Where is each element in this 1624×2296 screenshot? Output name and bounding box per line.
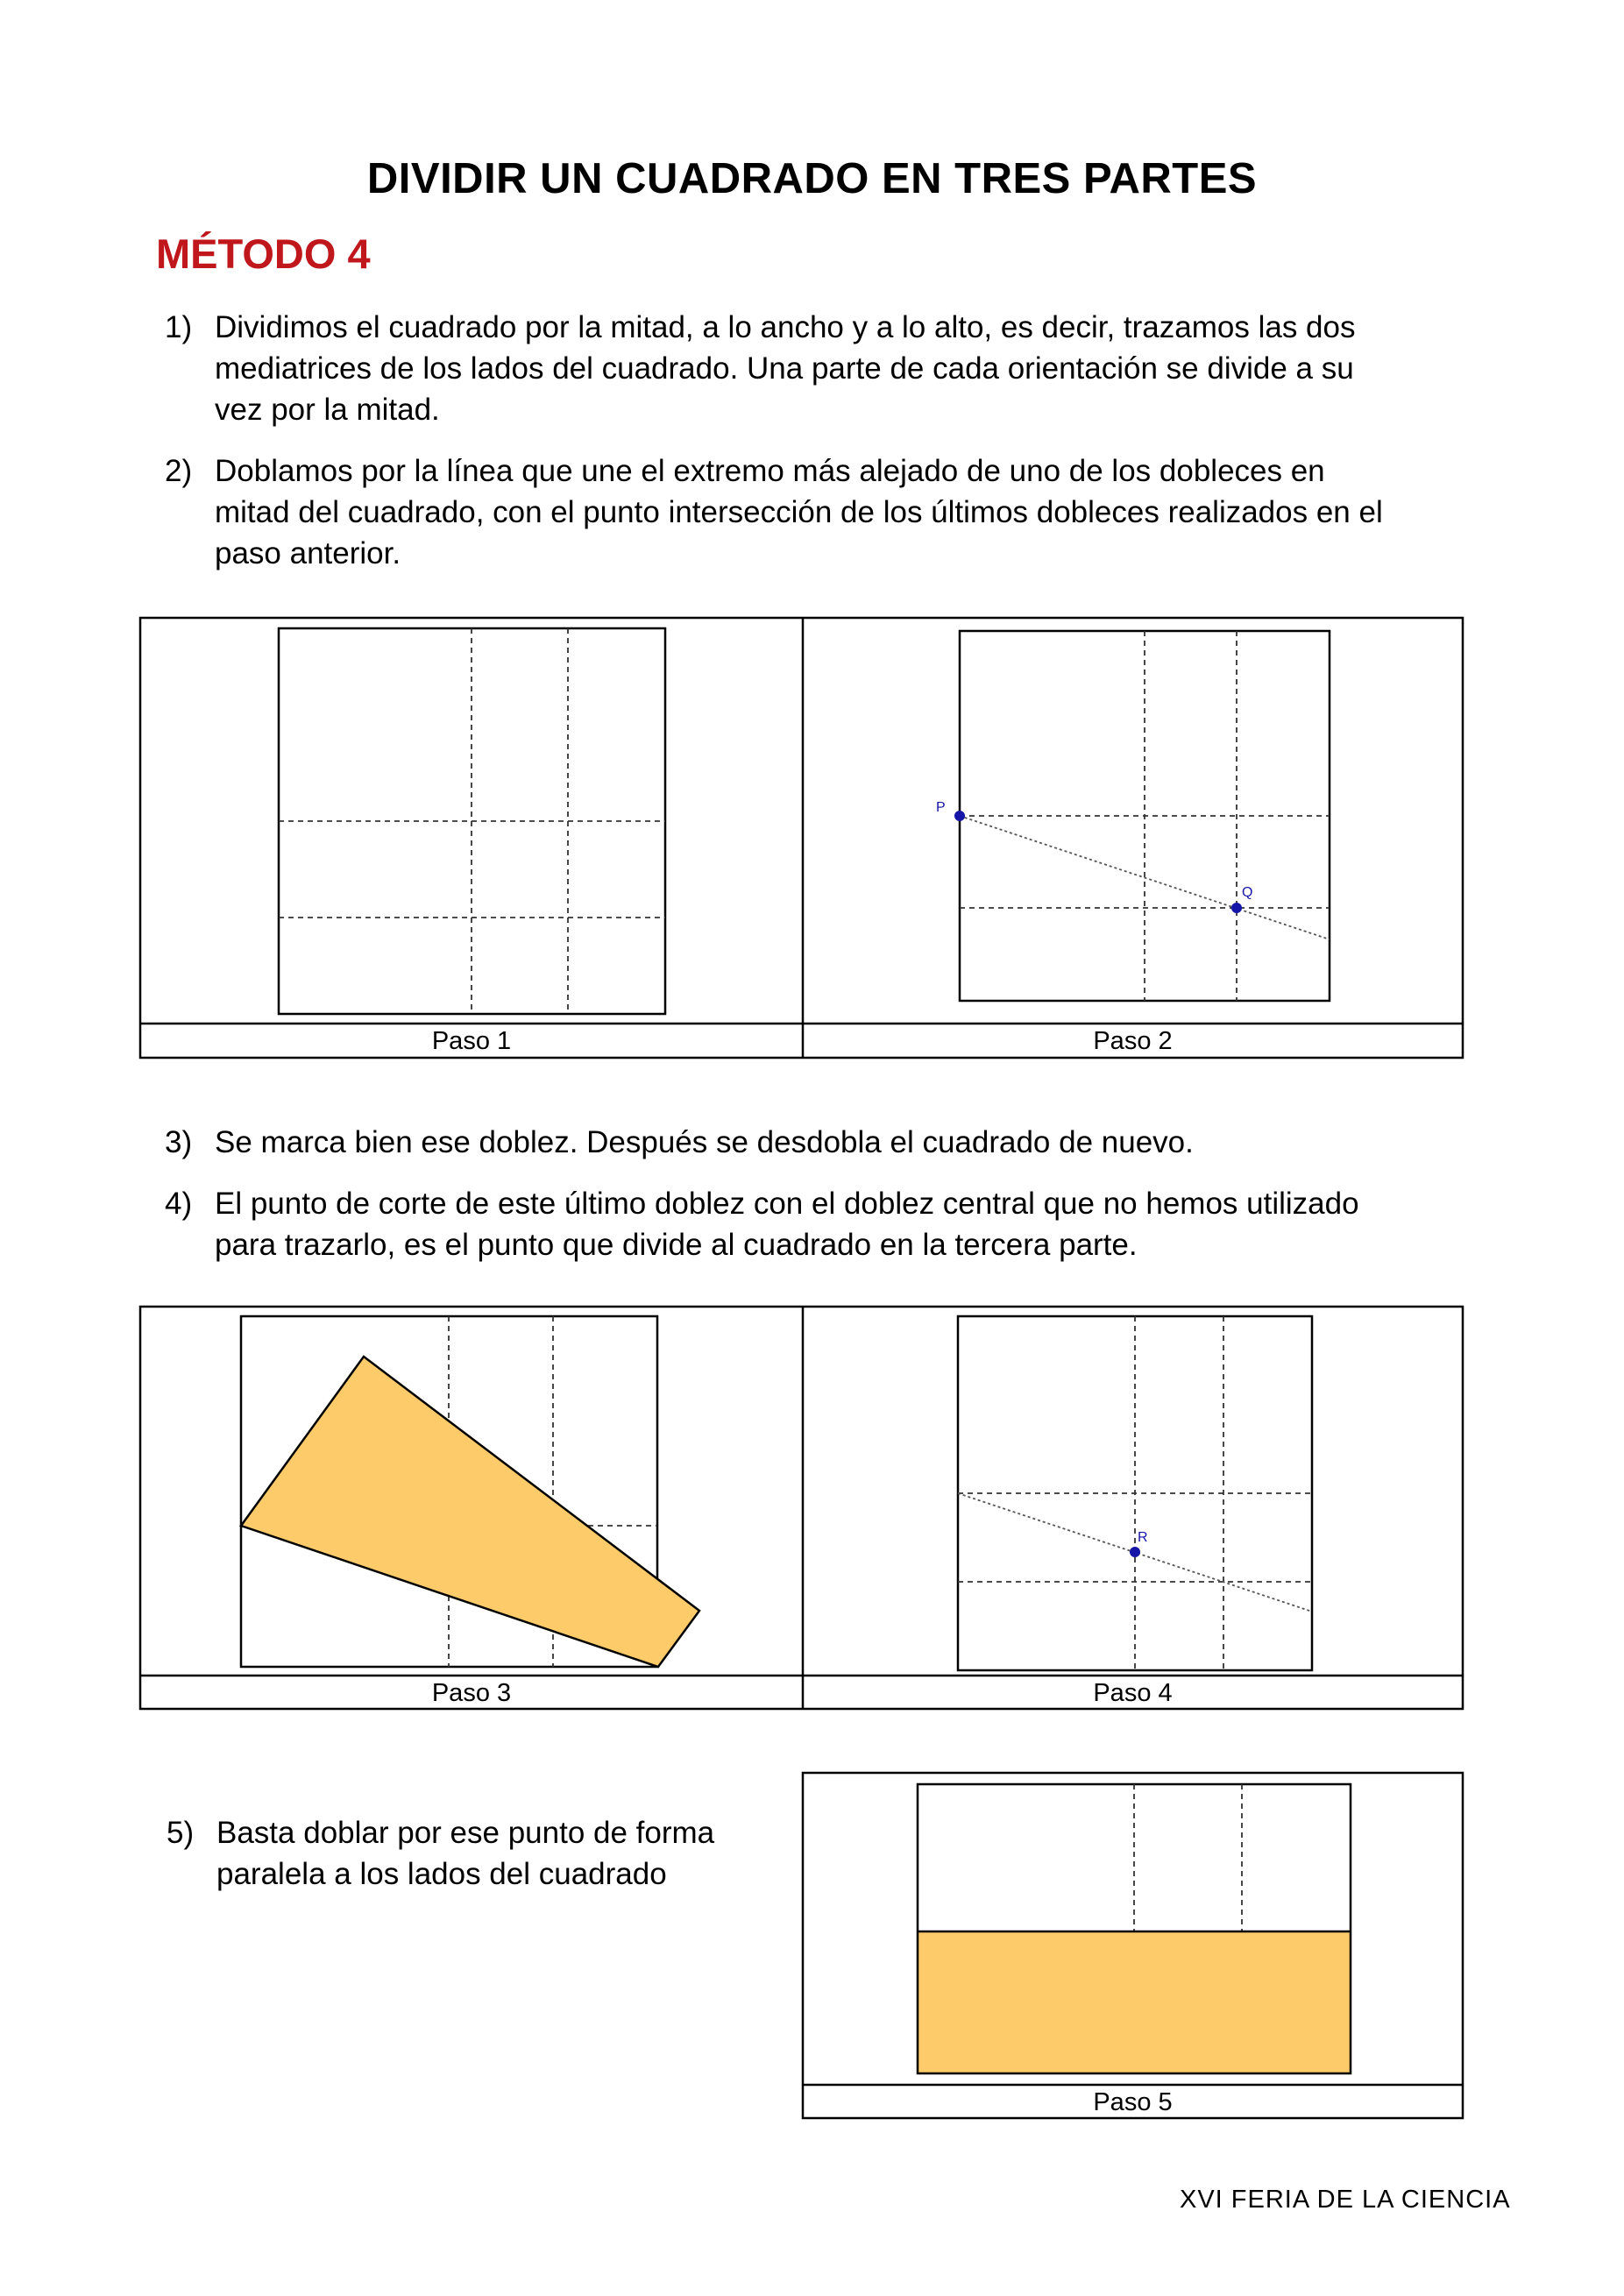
point-label-q: Q (1242, 885, 1253, 900)
step-number: 4) (165, 1187, 193, 1221)
step-number: 2) (165, 454, 193, 488)
caption-paso-2: Paso 2 (1093, 1027, 1173, 1055)
point-r (1130, 1547, 1140, 1557)
paso1-square (279, 628, 665, 1014)
paso5-square (918, 1784, 1351, 2073)
caption-paso-4: Paso 4 (1093, 1679, 1173, 1707)
step-text-line: paso anterior. (215, 536, 401, 570)
caption-paso-1: Paso 1 (431, 1027, 512, 1055)
step-text-line: Se marca bien ese doblez. Después se desdobla el cuadrado de nuevo. (215, 1125, 1194, 1159)
caption-paso-3: Paso 3 (431, 1679, 512, 1707)
method-heading: MÉTODO 4 (156, 230, 371, 277)
step-text-line: Doblamos por la línea que une el extremo más alejado de uno de los dobleces en (215, 454, 1325, 488)
paso4-square (958, 1316, 1312, 1670)
folded-flap (241, 1357, 699, 1667)
paso3-square (241, 1316, 699, 1667)
step-text-line: mediatrices de los lados del cuadrado. Una parte de cada orientación se divide a su (215, 351, 1354, 386)
footer-text: XVI FERIA DE LA CIENCIA (1180, 2186, 1511, 2214)
step-text-line: Basta doblar por ese punto de forma (216, 1816, 715, 1850)
paso2-square (954, 631, 1330, 1001)
step-text-line: Dividimos el cuadrado por la mitad, a lo ancho y a lo alto, es decir, trazamos las dos (215, 310, 1356, 344)
step-text-line: vez por la mitad. (215, 393, 440, 427)
step-text-line: mitad del cuadrado, con el punto intersección de los últimos dobleces realizados en el (215, 495, 1383, 529)
step-5 (167, 1812, 780, 1900)
caption-paso-5: Paso 5 (1093, 2088, 1173, 2116)
step-4 (165, 1183, 1532, 1271)
step-text-line: El punto de corte de este último doblez con el doblez central que no hemos utilizado (215, 1187, 1359, 1221)
point-q (1231, 903, 1242, 913)
page-title: DIVIDIR UN CUADRADO EN TRES PARTES (366, 155, 1258, 202)
step-number: 1) (165, 310, 193, 344)
step-number: 3) (165, 1125, 193, 1159)
step-text-line: para trazarlo, es el punto que divide al cuadrado en la tercera parte. (215, 1228, 1138, 1262)
point-label-p: P (936, 800, 946, 815)
step-3 (165, 1122, 1532, 1166)
point-label-r: R (1138, 1530, 1148, 1545)
figure-table-1 (140, 618, 1463, 1058)
step-number: 5) (167, 1816, 195, 1850)
point-p (954, 811, 965, 821)
step-text-line: paralela a los lados del cuadrado (216, 1857, 667, 1891)
